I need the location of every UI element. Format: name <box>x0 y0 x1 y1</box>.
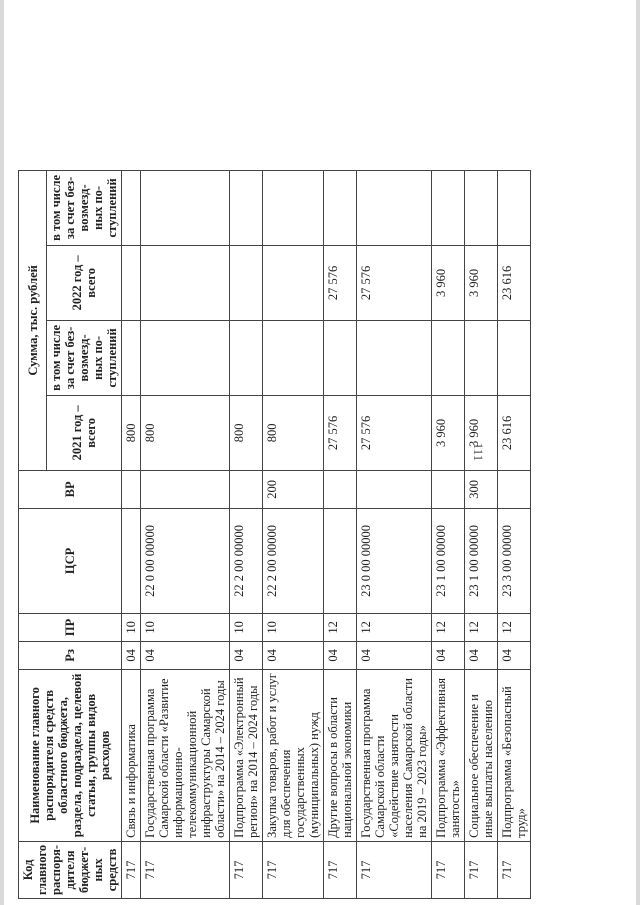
cell-code: 717 <box>122 841 141 898</box>
cell-name: Закупка товаров, работ и услуг для обеспечения государственных (муниципальных) нужд <box>263 669 324 841</box>
cell-y2021g <box>263 320 324 395</box>
cell-vr <box>141 470 230 508</box>
header-vr: ВР <box>19 470 122 508</box>
cell-y2021: 800 <box>141 395 230 470</box>
cell-pr: 10 <box>141 613 230 641</box>
cell-rz: 04 <box>141 641 230 669</box>
cell-rz: 04 <box>230 641 263 669</box>
cell-rz: 04 <box>324 641 357 669</box>
scan-edge-right <box>636 0 640 905</box>
cell-y2021: 23 616 <box>498 395 531 470</box>
cell-code: 717 <box>432 841 465 898</box>
cell-name: Подпрограмма «Эффективная занятость» <box>432 669 465 841</box>
cell-y2021g <box>324 320 357 395</box>
header-name: Наименование главного распорядителя средств областного бюджета, раздела, подраздела, целевой статьи, группы видов расходов <box>19 669 122 841</box>
cell-y2022: 3 960 <box>465 245 498 320</box>
cell-y2021: 3 960 <box>465 395 498 470</box>
cell-vr <box>432 470 465 508</box>
table-row <box>498 170 531 898</box>
cell-csr: 23 3 00 00000 <box>498 508 531 613</box>
table-row <box>324 170 357 898</box>
rotated-page <box>8 0 618 905</box>
cell-csr: 23 1 00 00000 <box>432 508 465 613</box>
cell-pr: 10 <box>230 613 263 641</box>
page-number: 111 <box>471 442 486 462</box>
cell-code: 717 <box>498 841 531 898</box>
cell-y2022g <box>141 170 230 245</box>
cell-y2022g <box>498 170 531 245</box>
header-pr: ПР <box>19 613 122 641</box>
cell-y2021: 3 960 <box>432 395 465 470</box>
cell-y2022g <box>432 170 465 245</box>
cell-csr: 22 2 00 00000 <box>263 508 324 613</box>
cell-y2022g <box>122 170 141 245</box>
header-2021-grants: в том числе за счет без-возмезд-ных по-ступлений <box>47 320 122 395</box>
cell-name: Подпрограмма «Безопасный труд» <box>498 669 531 841</box>
header-csr: ЦСР <box>19 508 122 613</box>
cell-y2021: 800 <box>122 395 141 470</box>
cell-y2021: 27 576 <box>357 395 432 470</box>
cell-rz: 04 <box>498 641 531 669</box>
cell-vr <box>324 470 357 508</box>
cell-name: Связь и информатика <box>122 669 141 841</box>
cell-y2022 <box>263 245 324 320</box>
cell-y2022g <box>263 170 324 245</box>
cell-y2022: 3 960 <box>432 245 465 320</box>
cell-y2022g <box>230 170 263 245</box>
cell-y2022 <box>230 245 263 320</box>
cell-vr <box>498 470 531 508</box>
cell-vr: 200 <box>263 470 324 508</box>
cell-y2021g <box>141 320 230 395</box>
cell-y2022: 27 576 <box>324 245 357 320</box>
cell-y2021: 800 <box>230 395 263 470</box>
cell-csr <box>324 508 357 613</box>
cell-code: 717 <box>465 841 498 898</box>
header-code: Код главного распоря-дителя бюджет-ных средств <box>19 841 122 898</box>
cell-csr <box>122 508 141 613</box>
cell-y2021g <box>357 320 432 395</box>
header-2022-grants: в том числе за счет без-возмезд-ных по-ступлений <box>47 170 122 245</box>
cell-code: 717 <box>324 841 357 898</box>
cell-csr: 22 2 00 00000 <box>230 508 263 613</box>
cell-pr: 12 <box>498 613 531 641</box>
cell-pr: 10 <box>263 613 324 641</box>
cell-y2022 <box>122 245 141 320</box>
cell-y2022 <box>141 245 230 320</box>
table-row <box>357 170 432 898</box>
table-row <box>141 170 230 898</box>
header-2021-total: 2021 год – всего <box>47 395 122 470</box>
cell-vr <box>122 470 141 508</box>
cell-name: Другие вопросы в области национальной экономики <box>324 669 357 841</box>
header-rz: Рз <box>19 641 122 669</box>
cell-y2021g <box>122 320 141 395</box>
cell-y2022g <box>357 170 432 245</box>
scan-edge-left <box>0 0 4 905</box>
cell-csr: 23 0 00 00000 <box>357 508 432 613</box>
cell-vr <box>357 470 432 508</box>
cell-pr: 12 <box>357 613 432 641</box>
table-body <box>122 170 531 898</box>
cell-csr: 22 0 00 00000 <box>141 508 230 613</box>
cell-vr: 300 <box>465 470 498 508</box>
header-2022-total: 2022 год – всего <box>47 245 122 320</box>
table-row <box>263 170 324 898</box>
header-sum: Сумма, тыс. рублей <box>19 170 47 470</box>
cell-code: 717 <box>141 841 230 898</box>
table-header <box>19 170 122 898</box>
cell-rz: 04 <box>465 641 498 669</box>
cell-y2021: 800 <box>263 395 324 470</box>
cell-csr: 23 1 00 00000 <box>465 508 498 613</box>
cell-code: 717 <box>230 841 263 898</box>
cell-y2022: 27 576 <box>357 245 432 320</box>
cell-y2021g <box>230 320 263 395</box>
table-row <box>465 170 498 898</box>
cell-y2021g <box>465 320 498 395</box>
cell-y2022g <box>465 170 498 245</box>
cell-y2021g <box>498 320 531 395</box>
table-row <box>122 170 141 898</box>
cell-name: Подпрограмма «Электронный регион» на 2014 – 2024 годы <box>230 669 263 841</box>
cell-y2022g <box>324 170 357 245</box>
cell-vr <box>230 470 263 508</box>
table-row <box>230 170 263 898</box>
cell-name: Государственная программа Самарской области «Содействие занятости населения Самарской области на 2019 – 2023 годы» <box>357 669 432 841</box>
cell-pr: 10 <box>122 613 141 641</box>
cell-code: 717 <box>357 841 432 898</box>
cell-y2021g <box>432 320 465 395</box>
cell-y2022: 23 616 <box>498 245 531 320</box>
cell-pr: 12 <box>432 613 465 641</box>
cell-code: 717 <box>263 841 324 898</box>
cell-pr: 12 <box>324 613 357 641</box>
cell-name: Государственная программа Самарской области «Развитие информационно-телекоммуникационной инфраструктуры Самарской области» на 2014 – 2024 годы <box>141 669 230 841</box>
table-row <box>432 170 465 898</box>
cell-y2021: 27 576 <box>324 395 357 470</box>
cell-rz: 04 <box>122 641 141 669</box>
budget-table <box>18 170 531 899</box>
cell-pr: 12 <box>465 613 498 641</box>
cell-rz: 04 <box>432 641 465 669</box>
cell-rz: 04 <box>357 641 432 669</box>
cell-rz: 04 <box>263 641 324 669</box>
cell-name: Социальное обеспечение и иные выплаты населению <box>465 669 498 841</box>
